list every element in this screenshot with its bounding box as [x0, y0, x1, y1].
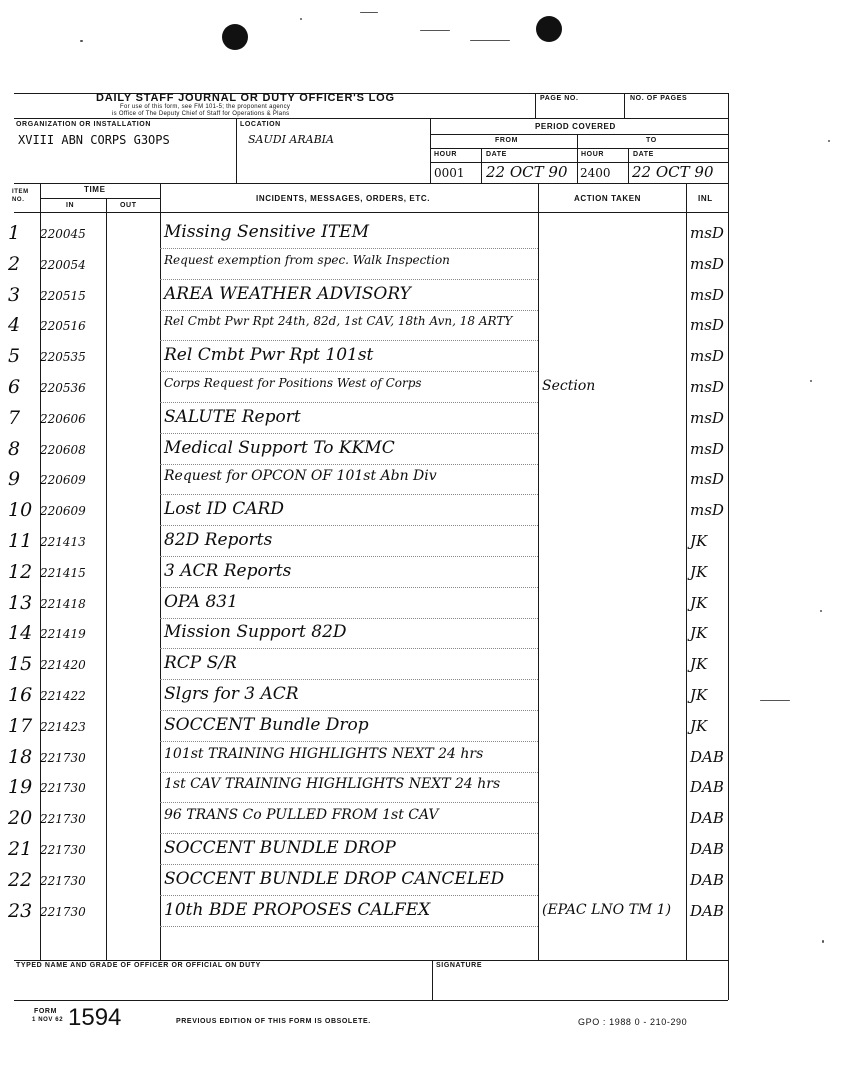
location-value: SAUDI ARABIA: [248, 133, 334, 146]
entry-time-in: 221730: [40, 874, 86, 888]
entry-message: 82D Reports: [164, 530, 273, 550]
row-rule: [160, 587, 538, 588]
row-rule: [160, 618, 538, 619]
entry-message: RCP S/R: [164, 653, 237, 673]
entry-message: OPA 831: [164, 592, 238, 612]
page-no-label: PAGE NO.: [540, 95, 579, 102]
org-label: ORGANIZATION OR INSTALLATION: [16, 121, 152, 128]
entry-message: 3 ACR Reports: [164, 561, 292, 581]
row-rule: [160, 679, 538, 680]
entry-number: 21: [8, 838, 33, 860]
entry-message: 10th BDE PROPOSES CALFEX: [164, 900, 431, 920]
entry-time-in: 221418: [40, 597, 86, 611]
entry-message: 1st CAV TRAINING HIGHLIGHTS NEXT 24 hrs: [164, 776, 501, 792]
signature-label: SIGNATURE: [436, 962, 483, 969]
entry-number: 14: [8, 622, 33, 644]
entry-message: Request for OPCON OF 101st Abn Div: [164, 468, 437, 484]
entry-message: Medical Support To KKMC: [164, 438, 395, 458]
entry-time-in: 221730: [40, 812, 86, 826]
row-rule: [160, 371, 538, 372]
gpo-number: GPO : 1988 0 - 210-290: [578, 1017, 688, 1027]
entry-time-in: 220609: [40, 504, 86, 518]
entry-time-in: 221413: [40, 535, 86, 549]
entry-number: 15: [8, 653, 33, 675]
entry-initials: msD: [690, 440, 724, 458]
entry-time-in: 220535: [40, 350, 86, 364]
entry-initials: msD: [690, 224, 724, 242]
entry-number: 16: [8, 684, 33, 706]
period-covered-label: PERIOD COVERED: [535, 122, 616, 131]
entry-initials: msD: [690, 378, 724, 396]
officer-label: TYPED NAME AND GRADE OF OFFICER OR OFFICIAL ON DUTY: [16, 962, 261, 969]
entry-message: Rel Cmbt Pwr Rpt 101st: [164, 345, 374, 365]
entry-time-in: 220054: [40, 258, 86, 272]
entry-number: 20: [8, 807, 33, 829]
entry-initials: JK: [690, 686, 708, 704]
entry-initials: DAB: [690, 778, 724, 796]
form-number: 1594: [68, 1004, 122, 1031]
location-label: LOCATION: [240, 121, 281, 128]
row-rule: [160, 926, 538, 927]
from-hour-value: 0001: [434, 166, 465, 180]
entry-time-in: 221423: [40, 720, 86, 734]
time-label: TIME: [84, 185, 106, 194]
entry-time-in: 220536: [40, 381, 86, 395]
punch-hole-right: [536, 16, 562, 42]
entry-time-in: 220045: [40, 227, 86, 241]
from-date-value: 22 OCT 90: [486, 163, 568, 181]
to-hour-label: HOUR: [581, 151, 605, 158]
row-rule: [160, 802, 538, 803]
entry-number: 17: [8, 715, 33, 737]
entry-time-in: 221422: [40, 689, 86, 703]
entry-time-in: 221419: [40, 627, 86, 641]
to-date-label: DATE: [633, 151, 654, 158]
entry-number: 1: [8, 222, 21, 244]
entry-number: 5: [8, 345, 21, 367]
entry-initials: DAB: [690, 748, 724, 766]
entry-message: Lost ID CARD: [164, 499, 284, 519]
entry-initials: DAB: [690, 871, 724, 889]
entry-initials: JK: [690, 655, 708, 673]
entry-number: 18: [8, 746, 33, 768]
from-date-label: DATE: [486, 151, 507, 158]
entry-message: AREA WEATHER ADVISORY: [164, 284, 411, 304]
row-rule: [160, 248, 538, 249]
entry-time-in: 221730: [40, 751, 86, 765]
entry-number: 2: [8, 253, 21, 275]
action-taken-label: ACTION TAKEN: [574, 194, 642, 203]
entry-message: SOCCENT BUNDLE DROP: [164, 838, 396, 858]
entry-message: Mission Support 82D: [164, 622, 347, 642]
row-rule: [160, 648, 538, 649]
row-rule: [160, 556, 538, 557]
to-hour-value: 2400: [580, 166, 611, 180]
entry-initials: msD: [690, 470, 724, 488]
entry-initials: JK: [690, 563, 708, 581]
entry-number: 19: [8, 776, 33, 798]
entry-number: 4: [8, 314, 21, 336]
entry-action-taken: Section: [542, 378, 596, 394]
entry-message: 96 TRANS Co PULLED FROM 1st CAV: [164, 807, 439, 823]
entry-number: 11: [8, 530, 33, 552]
entry-time-in: 221415: [40, 566, 86, 580]
row-rule: [160, 772, 538, 773]
row-rule: [160, 710, 538, 711]
row-rule: [160, 741, 538, 742]
from-hour-label: HOUR: [434, 151, 458, 158]
row-rule: [160, 833, 538, 834]
entry-initials: DAB: [690, 840, 724, 858]
entry-message: SOCCENT Bundle Drop: [164, 715, 369, 735]
time-out-label: OUT: [120, 202, 137, 209]
to-label: TO: [646, 137, 657, 144]
initials-label: INL: [698, 194, 713, 203]
form-title: DAILY STAFF JOURNAL OR DUTY OFFICER'S LOG: [96, 92, 395, 104]
entry-message: Missing Sensitive ITEM: [164, 222, 369, 242]
form-date: 1 NOV 62: [32, 1017, 64, 1023]
entry-initials: DAB: [690, 809, 724, 827]
entry-number: 22: [8, 869, 33, 891]
entry-message: Slgrs for 3 ACR: [164, 684, 299, 704]
entry-number: 23: [8, 900, 33, 922]
entry-time-in: 221730: [40, 905, 86, 919]
item-no-label: ITEM NO.: [12, 189, 29, 203]
entry-message: SALUTE Report: [164, 407, 301, 427]
row-rule: [160, 279, 538, 280]
previous-edition-note: PREVIOUS EDITION OF THIS FORM IS OBSOLETE.: [176, 1018, 371, 1025]
entry-number: 9: [8, 468, 21, 490]
entry-number: 3: [8, 284, 21, 306]
time-in-label: IN: [66, 202, 75, 209]
entry-initials: DAB: [690, 902, 724, 920]
row-rule: [160, 310, 538, 311]
entry-time-in: 221730: [40, 781, 86, 795]
entry-message: SOCCENT BUNDLE DROP CANCELED: [164, 869, 505, 889]
entry-number: 10: [8, 499, 33, 521]
form-subtitle-2: is Office of The Deputy Chief of Staff for Operations & Plans: [112, 111, 290, 117]
entry-initials: JK: [690, 532, 708, 550]
entry-message: Corps Request for Positions West of Corps: [164, 376, 422, 390]
entry-number: 7: [8, 407, 21, 429]
form-label: FORM: [34, 1008, 58, 1015]
row-rule: [160, 340, 538, 341]
entry-action-taken: (EPAC LNO TM 1): [542, 902, 672, 918]
entry-initials: msD: [690, 316, 724, 334]
entry-initials: JK: [690, 594, 708, 612]
punch-hole-left: [222, 24, 248, 50]
entry-time-in: 220608: [40, 443, 86, 457]
entry-time-in: 221730: [40, 843, 86, 857]
entry-initials: msD: [690, 255, 724, 273]
no-of-pages-label: NO. OF PAGES: [630, 95, 688, 102]
form-subtitle-1: For use of this form, see FM 101-5; the proponent agency: [120, 104, 291, 110]
entry-initials: msD: [690, 347, 724, 365]
entry-number: 6: [8, 376, 21, 398]
incidents-label: INCIDENTS, MESSAGES, ORDERS, ETC.: [256, 194, 431, 203]
entry-time-in: 220515: [40, 289, 86, 303]
entry-initials: JK: [690, 717, 708, 735]
row-rule: [160, 494, 538, 495]
row-rule: [160, 525, 538, 526]
entry-time-in: 220516: [40, 319, 86, 333]
entry-message: 101st TRAINING HIGHLIGHTS NEXT 24 hrs: [164, 746, 484, 762]
from-label: FROM: [495, 137, 519, 144]
entry-time-in: 220609: [40, 473, 86, 487]
entry-initials: JK: [690, 624, 708, 642]
row-rule: [160, 402, 538, 403]
row-rule: [160, 864, 538, 865]
row-rule: [160, 464, 538, 465]
entry-initials: msD: [690, 409, 724, 427]
entry-time-in: 221420: [40, 658, 86, 672]
entry-initials: msD: [690, 286, 724, 304]
entry-number: 13: [8, 592, 33, 614]
entry-number: 12: [8, 561, 33, 583]
entry-message: Request exemption from spec. Walk Inspection: [164, 253, 450, 267]
row-rule: [160, 433, 538, 434]
entry-message: Rel Cmbt Pwr Rpt 24th, 82d, 1st CAV, 18th Avn, 18 ARTY: [164, 314, 513, 328]
entry-time-in: 220606: [40, 412, 86, 426]
row-rule: [160, 895, 538, 896]
to-date-value: 22 OCT 90: [632, 163, 714, 181]
entry-number: 8: [8, 438, 21, 460]
org-value: XVIII ABN CORPS G3OPS: [18, 133, 170, 147]
entry-initials: msD: [690, 501, 724, 519]
